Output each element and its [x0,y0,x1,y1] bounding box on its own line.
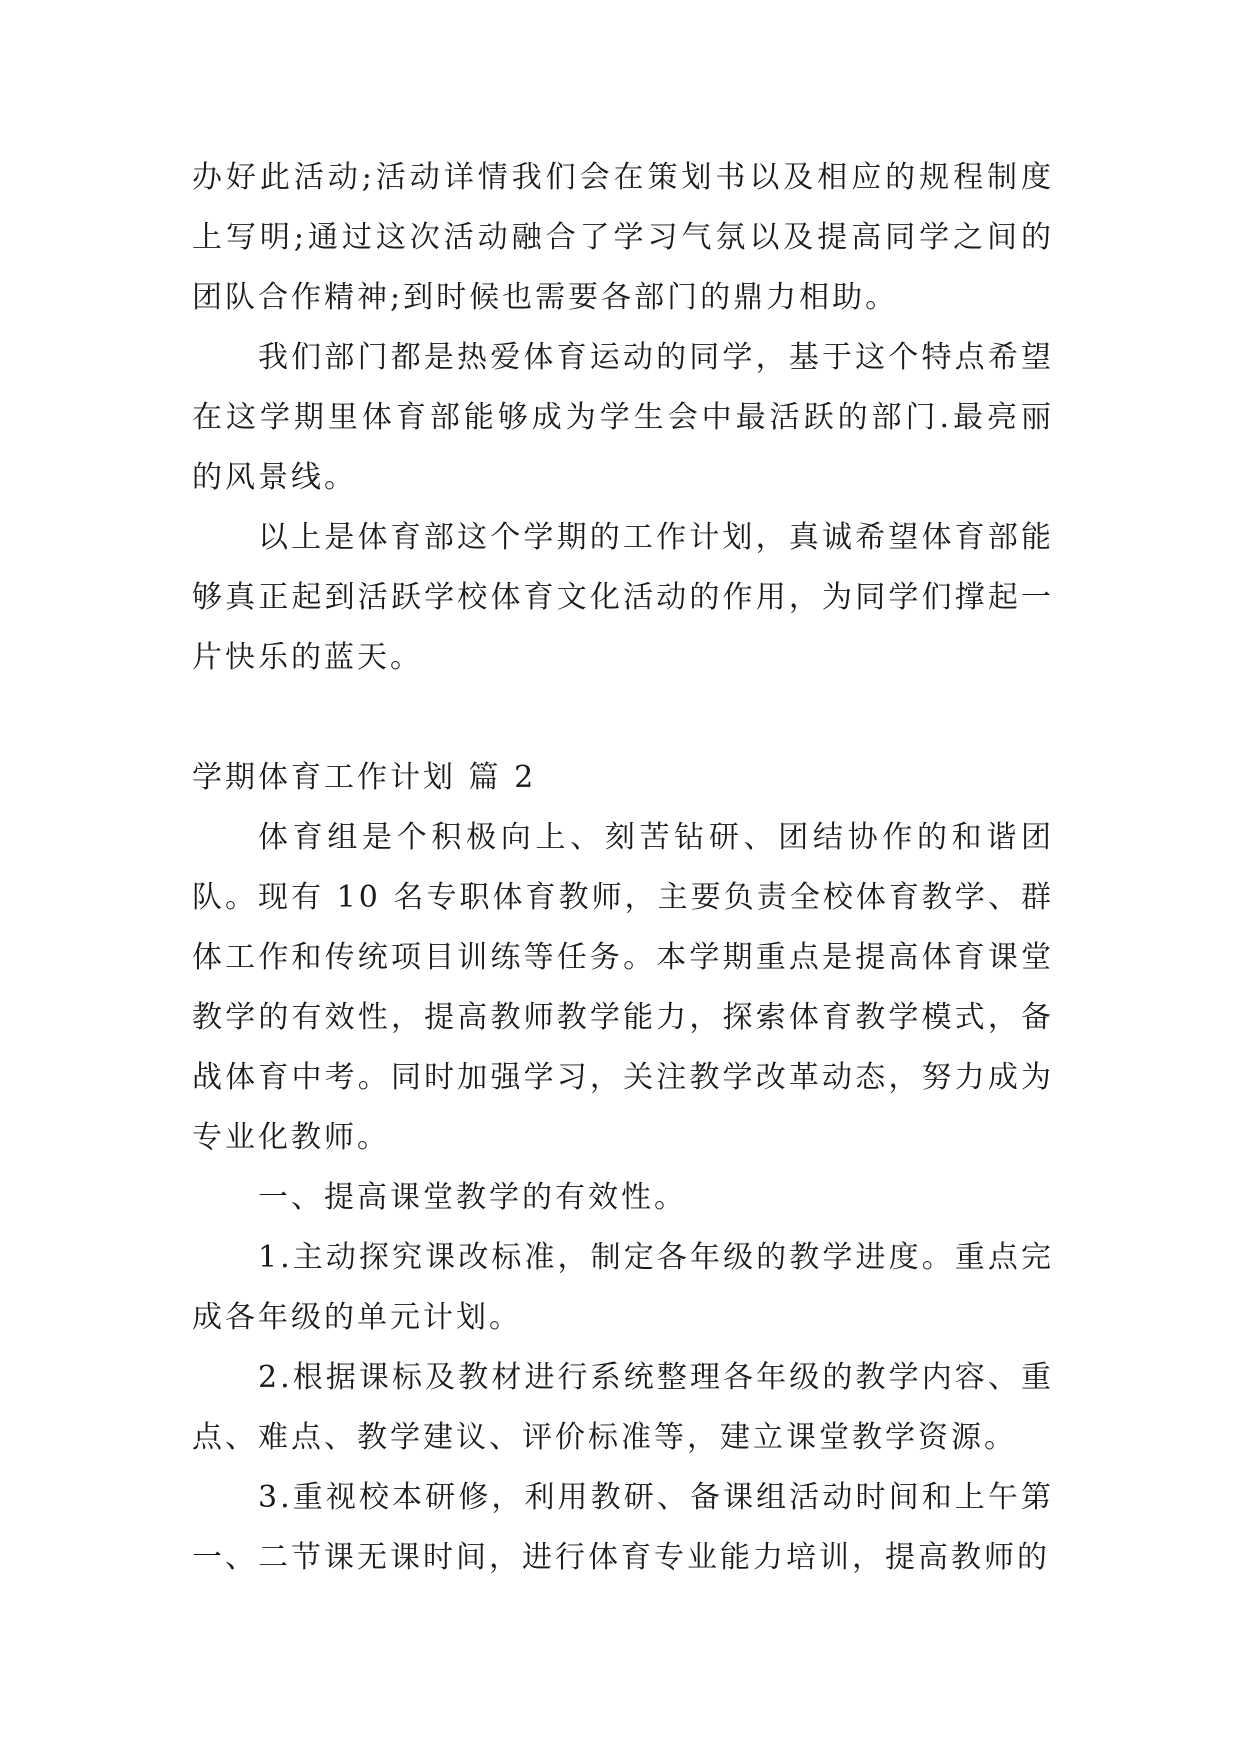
paragraph-conclusion: 以上是体育部这个学期的工作计划，真诚希望体育部能够真正起到活跃学校体育文化活动的作用，为同学们撑起一片快乐的蓝天。 [192,520,1054,675]
document-page [192,148,1054,1588]
section-heading: 学期体育工作计划 篇 2 [192,760,537,795]
list-item-3: 3.重视校本研修，利用教研、备课组活动时间和上午第一、二节课无课时间，进行体育专业能力培训，提高教师的 [192,1480,1054,1575]
list-item-1: 1.主动探究课改标准，制定各年级的教学进度。重点完成各年级的单元计划。 [192,1240,1054,1335]
list-heading-classroom-effectiveness: 一、提高课堂教学的有效性。 [258,1180,687,1215]
paragraph-activity-details: 办好此活动;活动详情我们会在策划书以及相应的规程制度上写明;通过这次活动融合了学习气氛以及提高同学之间的团队合作精神;到时候也需要各部门的鼎力相助。 [192,160,1054,315]
paragraph-team-intro: 体育组是个积极向上、刻苦钻研、团结协作的和谐团队。现有 10 名专职体育教师，主要负责全校体育教学、群体工作和传统项目训练等任务。本学期重点是提高体育课堂教学的有效性，提高教师教学能力，探索体育教学模式，备战体育中考。同时加强学习，关注教学改革动态，努力成为专业化教师。 [192,820,1054,1155]
paragraph-department-goal: 我们部门都是热爱体育运动的同学，基于这个特点希望在这学期里体育部能够成为学生会中最活跃的部门.最亮丽的风景线。 [192,340,1054,495]
list-item-2: 2.根据课标及教材进行系统整理各年级的教学内容、重点、难点、教学建议、评价标准等，建立课堂教学资源。 [192,1360,1054,1455]
